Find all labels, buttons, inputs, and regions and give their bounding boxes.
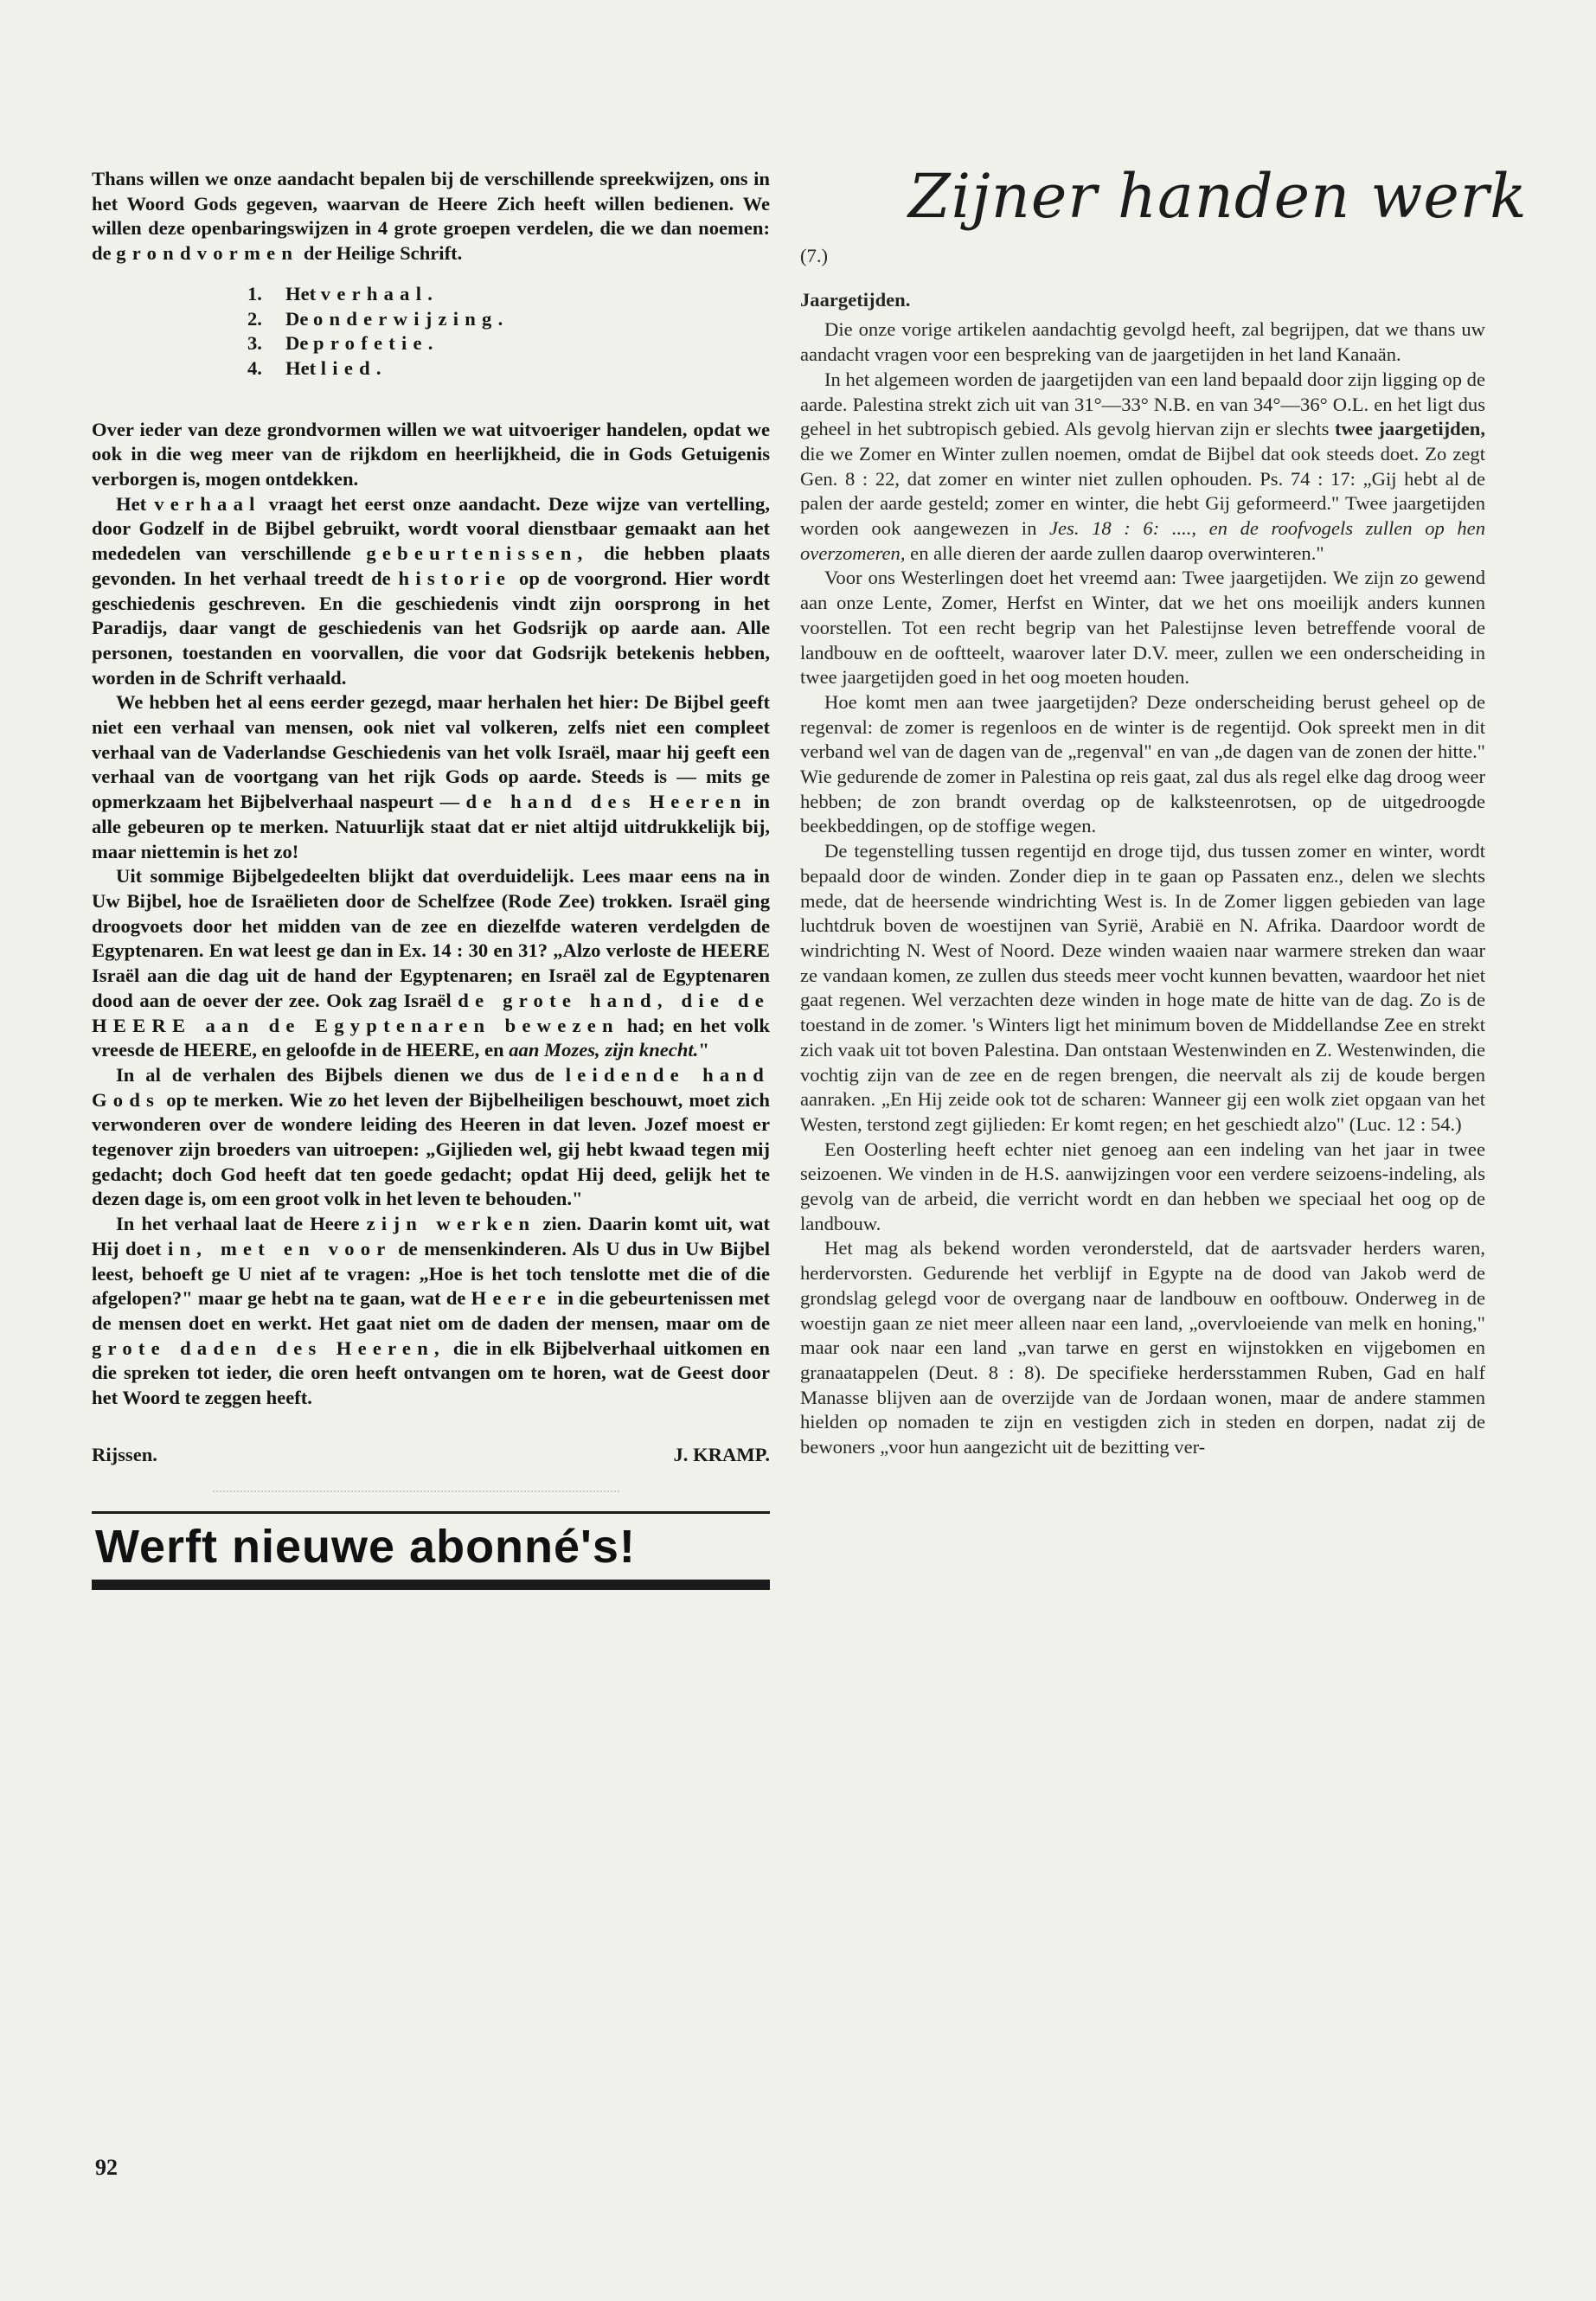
- text: en alle dieren der aarde zullen daarop overwinteren.": [910, 542, 1324, 564]
- spaced-term: lied.: [320, 356, 388, 379]
- paragraph: Een Oosterling heeft echter niet genoeg aan een indeling van het jaar in twee seizoenen. We vinden in de H.S. aanwijzingen voor een verdere seizoens-indeling, als gevolg van de arbeid, die verricht wordt en dan hebben we speciaal het oog op de landbouw.: [800, 1138, 1485, 1234]
- text: In al de verhalen des Bijbels dienen we dus de: [116, 1063, 554, 1086]
- paragraph: [92, 492, 770, 691]
- list-number: 2.: [247, 307, 262, 330]
- spaced-term: zijn werken: [366, 1213, 536, 1235]
- list-item: [247, 282, 770, 307]
- article-title: Zijner handen werk: [908, 161, 1528, 232]
- text: zien. Daarin komt uit, wat Hij doet: [92, 1213, 770, 1259]
- text: Het: [285, 356, 317, 379]
- text: in die gebeurtenissen met de mensen doet en werkt. Het gaat niet om de daden der mensen, maar om de: [92, 1287, 770, 1334]
- text: die we Zomer en Winter zullen noemen, omdat de Bijbel dat ook steeds doet. Zo zegt Gen. 8 : 22, dat zomer en winter niet zullen ophouden. Ps. 74 : 17: „Gij hebt al de palen der aarde gesteld; zomer en winter, die hebt Gij geformeerd." Twee jaargetijden worden ook aangewezen in: [800, 442, 1485, 540]
- article-number: (7.): [800, 245, 828, 266]
- spaced-term: grondvormen: [116, 242, 299, 265]
- paragraph: [92, 1212, 770, 1411]
- text: ": [698, 1039, 709, 1061]
- text: die hebben plaats gevonden. In het verhaal treedt de: [92, 542, 770, 589]
- italic-text: Jes. 18 : 6: ...., en de roofvogels zullen op hen overzomeren,: [800, 517, 1486, 564]
- paragraph: Het mag als bekend worden verondersteld, dat de aartsvader herders waren, herdervorsten. Gedurende het verblijf in Egypte na de dood van Jakob werd de grondslag gelegd voor de overgang naar de landbouw en ooftbouw. Onderweg in de woestijn gaan ze niet meer alleen naar een land, „overvloeiende van melk en honing," maar ook naar een land „van tarwe en gerst en wijnstokken en vijgebomen en granaatappelen (Deut. 8 : 8). De specifieke herdersstammen Ruben, Gad en half Manasse blijven aan de overzijde van de Jordaan wonen, maar de andere stammen hielden op nomaden te zijn en vestigden zich in steden en dorpen, nadat zij de bewoners „voor hun aangezicht uit de bezitting ver-: [800, 1237, 1485, 1458]
- paragraph: [92, 690, 770, 864]
- subscription-banner: Werft nieuwe abonné's!: [95, 1520, 636, 1573]
- right-column: [800, 244, 1485, 1460]
- text: Thans willen we onze aandacht bepalen bij de verschillende spreekwijzen, ons in het Woord Gods gegeven, waarvan de Heere Zich heeft willen bedienen. We willen deze openbaringswijzen in 4 grote groepen verdelen, die we dan noemen: de: [92, 168, 770, 265]
- spaced-term: de hand des Heeren: [465, 791, 747, 813]
- text: de mensenkinderen. Als U dus in Uw Bijbel leest, behoeft ge U niet af te vragen: „Hoe is het toch tenslotte met die of die afgelopen?" maar ge hebt na te gaan, wat de: [92, 1237, 770, 1310]
- text: had; en het volk vreesde de HEERE, en geloofde in de HEERE, en: [92, 1014, 770, 1061]
- spaced-term: gebeurtenissen,: [366, 542, 589, 565]
- text: vraagt het eerst onze aandacht. Deze wijze van vertelling, door Godzelf in de Bijbel gebruikt, wordt vooral dienstbaar gemaakt aan het mededelen van verschillende: [92, 492, 770, 565]
- grondvormen-list: [247, 282, 770, 381]
- banner-bottom-rule: [92, 1580, 770, 1590]
- spaced-term: verhaal: [154, 492, 261, 515]
- paragraph: Die onze vorige artikelen aandachtig gevolgd heeft, zal begrijpen, dat we thans uw aandacht vragen voor een bespreking van de jaargetijden in het land Kanaän.: [800, 318, 1485, 366]
- text: Het: [285, 282, 317, 304]
- paragraph: [800, 368, 1485, 567]
- signature-name: J. KRAMP.: [673, 1443, 770, 1465]
- left-column: [92, 167, 770, 1590]
- list-item: [247, 356, 770, 381]
- text: Het: [116, 492, 147, 515]
- spaced-term: verhaal.: [320, 282, 439, 304]
- paragraph: Voor ons Westerlingen doet het vreemd aan: Twee jaargetijden. We zijn zo gewend aan onze Lente, Zomer, Herfst en Winter, dat we het ons moeilijk anders kunnen voorstellen. Tot een recht begrip van het Palestijnse leven betreffende vooral de landbouw en de ooftteelt, waarover later D.V. meer, zullen we een onderscheiding in twee jaargetijden goed in het oog moeten houden.: [800, 567, 1485, 689]
- signature: [92, 1444, 770, 1466]
- text: die in elk Bijbelverhaal uitkomen en die spreken tot ieder, die oren heeft ontvangen om te horen, wat de Geest door het Woord te zeggen heeft.: [92, 1336, 770, 1409]
- text: Uit sommige Bijbelgedeelten blijkt dat overduidelijk. Lees maar eens na in Uw Bijbel, hoe de Israëlieten door de Schelfzee (Rode Zee) trokken. Israël ging droogvoets door het midden van de zee en diezelfde wateren verdelgden de Egyptenaren. En wat leest ge dan in Ex. 14 : 30 en 31? „Alzo verloste de HEERE Israël aan die dag uit de hand der Egyptenaren; en Israël zal de Egyptenaren dood aan de oever der zee. Ook zag Israël: [92, 865, 770, 1011]
- spaced-term: historie: [398, 567, 512, 589]
- text: De: [285, 332, 309, 355]
- paragraph: Over ieder van deze grondvormen willen we wat uitvoeriger handelen, opdat we ook in die weg meer van de rijkdom en heerlijkheid, die in Gods Getuigenis verborgen is, mogen ontdekken.: [92, 418, 770, 490]
- italic-text: aan Mozes, zijn knecht.: [509, 1039, 699, 1061]
- spaced-term: grote daden des Heeren,: [92, 1336, 445, 1359]
- intro-paragraph: [92, 167, 770, 266]
- text: We hebben het al eens eerder gezegd, maar herhalen het hier: De Bijbel geeft niet een verhaal van mensen, ook niet val volkeren, zelfs niet een compleet verhaal van de Vaderlandse Geschiedenis van het volk Israël, maar hij geeft een verhaal van de voortgang van het rijk Gods op aarde. Steeds is — mits ge opmerkzaam het Bijbelverhaal naspeurt —: [92, 691, 770, 813]
- list-item: [247, 331, 770, 356]
- bold-term: twee jaargetijden,: [1334, 418, 1485, 440]
- list-number: 4.: [247, 356, 262, 379]
- text: In het algemeen worden de jaargetijden van een land bepaald door zijn ligging op de aarde. Palestina strekt zich uit van 31°—33° N.B. en van 34°—36° O.L. en het ligt dus geheel in het subtropisch gebied. Als gevolg hiervan zijn er slechts: [800, 368, 1485, 440]
- list-item: [247, 307, 770, 332]
- page-number: 92: [95, 2155, 118, 2180]
- text: De: [285, 307, 309, 330]
- spaced-term: Heere: [471, 1287, 553, 1310]
- text: op de voorgrond. Hier wordt geschiedenis geschreven. En die geschiedenis vindt zijn oorsprong in het Paradijs, daar vangt de geschiedenis van het Godsrijk op aarde aan. Alle personen, toestanden en voorvallen, die voor dat Godsrijk betekenis hebben, worden in de Schrift verhaald.: [92, 567, 770, 689]
- text: op te merken. Wie zo het leven der Bijbelheiligen beschouwt, moet zich verwonderen over de wondere leiding des Heeren in dat leven. Jozef moest er tegenover zijn broeders van uitroepen: „Gijlieden wel, gij hebt kwaad tegen mij gedacht; doch God heeft dat ten goede gedacht; opdat Hij deed, gelijk het te dezen dage is, om een groot volk in het leven te behouden.": [92, 1088, 770, 1210]
- faded-scribble: [213, 1475, 619, 1492]
- list-number: 1.: [247, 282, 262, 304]
- list-number: 3.: [247, 332, 262, 355]
- spaced-term: leidende hand Gods: [92, 1063, 770, 1111]
- text: der Heilige Schrift.: [303, 242, 463, 265]
- spaced-term: onderwijzing.: [313, 307, 510, 330]
- paragraph: [92, 864, 770, 1063]
- text: In het verhaal laat de Heere: [116, 1213, 360, 1235]
- signature-place: Rijssen.: [92, 1443, 157, 1465]
- paragraph: [92, 1063, 770, 1212]
- section-heading: Jaargetijden.: [800, 288, 911, 311]
- spaced-term: de grote hand, die de HEERE aan de Egyptenaren bewezen: [92, 989, 770, 1036]
- spaced-term: profetie.: [313, 332, 439, 355]
- paragraph: Hoe komt men aan twee jaargetijden? Deze onderscheiding berust geheel op de regenval: de zomer is regenloos en de winter is de regentijd. Ook spreekt men in dit verband wel van de dagen van de „regenval" en van „de dagen van de zonen der hitte." Wie gedurende de zomer in Palestina op reis gaat, zal dus als regel elke dag droog weer hebben; de zon brandt overdag op de kalksteenrotsen, op de uitgedroogde beekbeddingen, op de stoffige wegen.: [800, 690, 1485, 837]
- banner-top-rule: [92, 1511, 770, 1514]
- paragraph: De tegenstelling tussen regentijd en droge tijd, dus tussen zomer en winter, wordt bepaald door de winden. Zonder diep in te gaan op Passaten enz., delen we slechts mede, dat de heersende windrichting West is. In de Zomer liggen gebieden van lage luchtdruk boven de woestijnen van Syrië, Arabië en N. Afrika. Daardoor wordt de windrichting N. West of Noord. Deze winden waaien naar warmere streken dan waar ze vandaan komen, ze zullen dus steeds meer vocht kunnen bevatten, waardoor het niet gaat regenen. Wel verzachten deze winden in hoge mate de hitte van de dag. Zo is de toestand in de zomer. 's Winters ligt het minimum boven de Middellandse Zee en strekt zich vaak uit tot boven Palestina. Dan ontstaan Westenwinden en Z. Westenwinden, die vochtig zijn van de zee en de regen brengen, die neervalt als zij de koude bergen aanraken. „En Hij zeide ook tot de scharen: Wanneer gij een wolk ziet opgaan van het Westen, terstond zegt gijlieden: Er komt regen; en het geschiedt alzo" (Luc. 12 : 54.): [800, 840, 1485, 1135]
- text: in alle gebeuren op te merken. Natuurlijk staat dat er niet altijd uitdrukkelijk bij, maar niettemin is het zo!: [92, 791, 770, 862]
- spaced-term: in, met en voor: [167, 1237, 392, 1259]
